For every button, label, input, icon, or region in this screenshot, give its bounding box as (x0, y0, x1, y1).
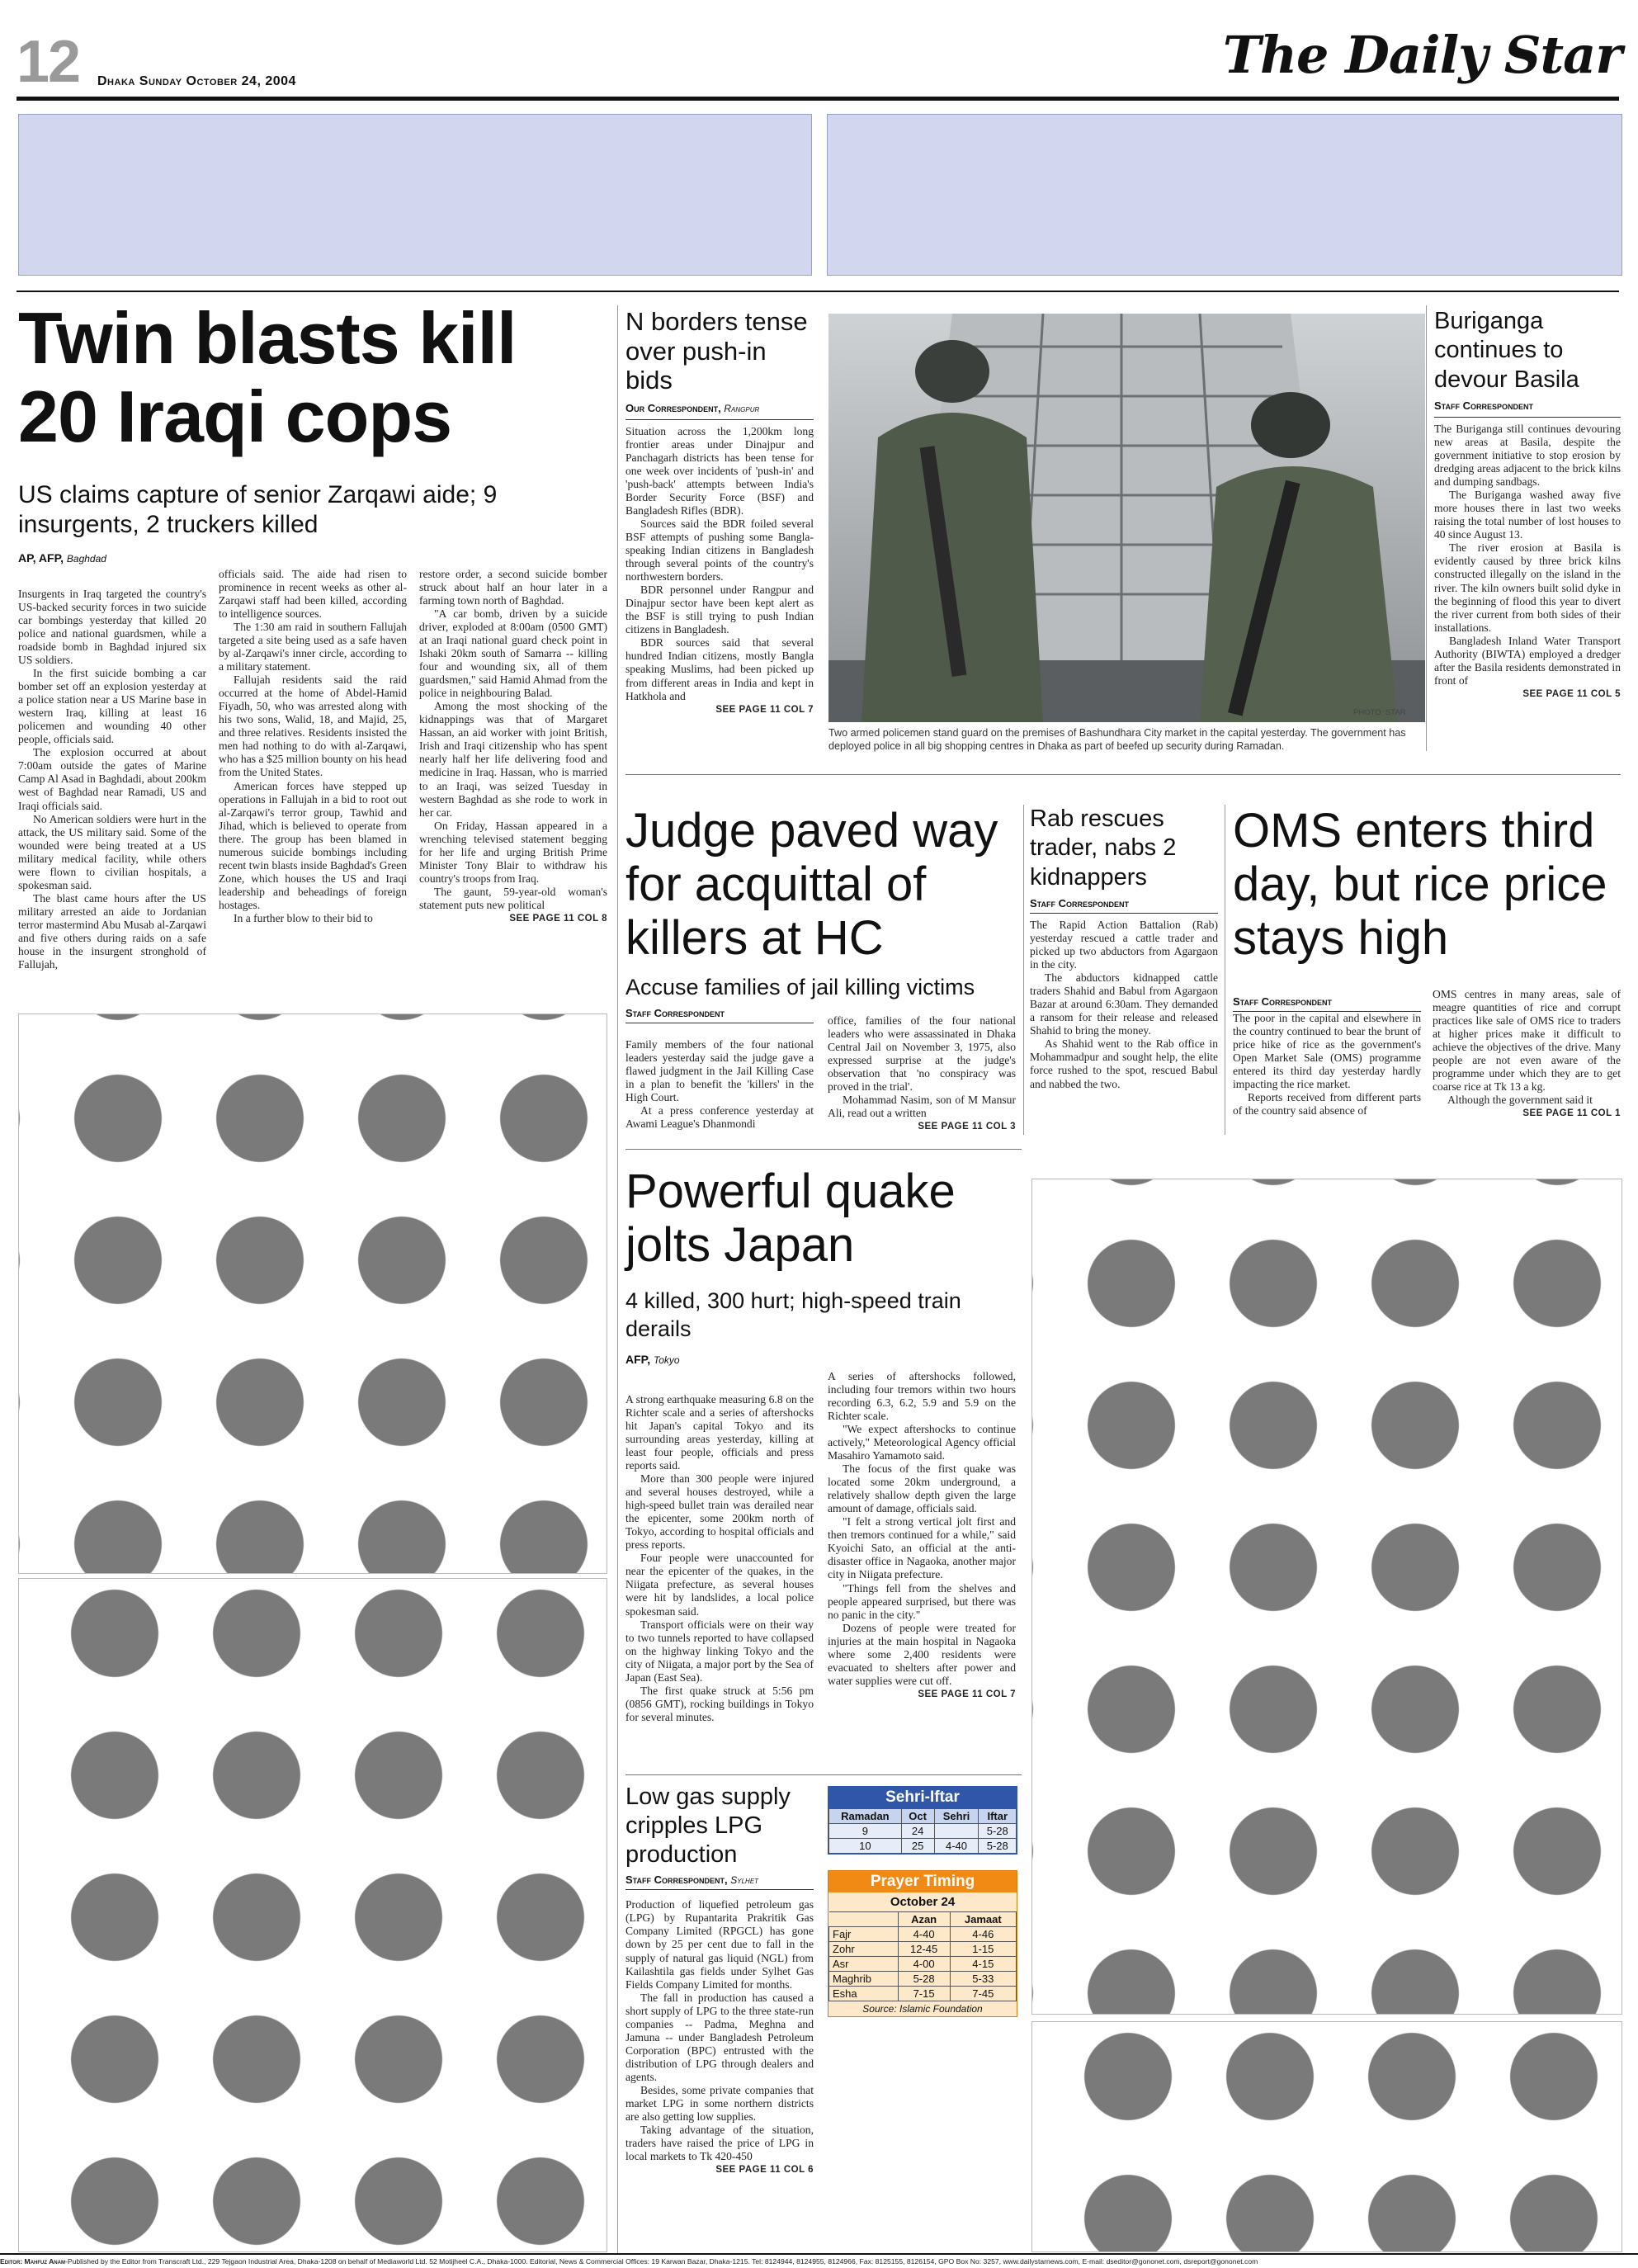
paragraph: No American soldiers were hurt in the attack, the US military said. Some of the wounded were being treated at a US military medical facility, while others were flown to civilian hospitals, a spokesman said. (18, 812, 206, 891)
lead-byline-agency: AP, AFP, (18, 551, 64, 565)
quake-byline-place: Tokyo (653, 1354, 680, 1367)
lead-continue: SEE PAGE 11 COL 8 (509, 913, 607, 924)
quake-continue: SEE PAGE 11 COL 7 (918, 1689, 1016, 1699)
gas-story (625, 1783, 814, 2176)
photo-illustration (828, 314, 1425, 722)
oms-col-2 (1433, 988, 1621, 1120)
table-cell: 4-40 (934, 1839, 979, 1854)
table-header: Iftar (979, 1809, 1017, 1824)
paragraph: American forces have stepped up operations in Fallujah in a bid to root out al-Zarqawi's terror group, Tawhid and Jihad, which is believed to operate from there. The group has been blamed in numerous suicide bombings including recent twin blasts inside Baghdad's Green Zone, which houses the US and Iraqi leadership and beheadings of foreign hostages. (219, 779, 407, 911)
prayer-timing-source: Source: Islamic Foundation (862, 2003, 983, 2015)
table-cell: 5-28 (979, 1824, 1017, 1839)
paragraph: Insurgents in Iraq targeted the country's US-backed security forces in two suicide car bombings yesterday that killed 20 police and national guardsmen, while a roadside bomb in Baghdad injured six US soldiers. (18, 588, 206, 667)
paragraph: As Shahid went to the Rab office in Mohammadpur and sought help, the elite force rushed to the spot, rescued Babul and nabbed the two. (1030, 1037, 1218, 1090)
paragraph: The poor in the capital and elsewhere in the country continued to bear the brunt of price hike of rice as the government's Open Market Sale (OMS) programme entered its third day yesterday hardly impacting the rice market. (1233, 1012, 1421, 1091)
table-cell: 5-28 (979, 1839, 1017, 1854)
lead-byline (18, 551, 606, 565)
judge-subhead: Accuse families of jail killing victims (625, 974, 975, 999)
gas-byline-name: Staff Correspondent, (625, 1873, 728, 1887)
table-cell: 24 (901, 1824, 934, 1839)
buriganga-story (1434, 307, 1621, 700)
lead-col-1 (18, 588, 206, 971)
borders-byline (625, 402, 814, 414)
borders-story (625, 307, 814, 716)
ad-slot-left (18, 114, 812, 276)
paragraph: "I felt a strong vertical jolt first and then tremors continued for a while," said Kyoichi Sato, an official at the anti-disaster office in Nagaoka, another major city in Niigata prefecture. (828, 1515, 1016, 1581)
prayer-timing-title: Prayer Timing (828, 1871, 1017, 1892)
table-cell: 12-45 (898, 1942, 950, 1957)
quake-col-1 (625, 1393, 814, 1724)
header-rule (17, 97, 1619, 101)
table-header: Sehri (934, 1809, 979, 1824)
paragraph: BDR personnel under Rangpur and Dinajpur sector have been kept alert as the BSF is still trying to push Indian citizens in Bangladesh. (625, 584, 814, 636)
paragraph: On Friday, Hassan appeared in a wrenching televised statement begging for her life and urging British Prime Minister Tony Blair to withdraw his country's troops from Iraq. (419, 819, 607, 885)
paragraph: The Buriganga still continues devouring new areas at Basila, despite the government initiative to stop erosion by dredging areas adjacent to the brick kilns and dumping sandbags. (1434, 423, 1621, 489)
table-cell: 4-46 (950, 1927, 1016, 1942)
table-header: Azan (898, 1912, 950, 1927)
page-number: 12 (17, 29, 80, 95)
paragraph: In the first suicide bombing a car bomber set off an explosion yesterday at a police station near a US Marine base in western Iraq, killing at least 16 policemen and wounding 40 other people, officials said. (18, 667, 206, 746)
paragraph: officials said. The aide had risen to prominence in recent weeks as other al-Zarqawi staff had been killed, according to intelligence sources. (219, 568, 407, 621)
oms-byline: Staff Correspondent (1233, 995, 1421, 1012)
table-cell: Maghrib (829, 1972, 899, 1987)
column-divider (1426, 305, 1427, 751)
paragraph: Among the most shocking of the kidnappings was that of Margaret Hassan, an aid worker with joint British, Irish and Iraqi citizenship who has spent nearly half her life delivering food and medicine in Iraq. Hassan, who is married to an Iraqi, was seized Tuesday in western Baghdad as she rode to work in her car. (419, 700, 607, 819)
photo-credit: PHOTO: STAR (1353, 708, 1406, 717)
paragraph: In a further blow to their bid to (234, 911, 373, 924)
prayer-timing-date: October 24 (890, 1895, 956, 1909)
oms-headline: OMS enters third day, but rice price stays high (1233, 804, 1607, 965)
table-header: Oct (901, 1809, 934, 1824)
paragraph: "Things fell from the shelves and people appeared surprised, but there was no panic in the city." (828, 1581, 1016, 1621)
gas-continue: SEE PAGE 11 COL 6 (715, 2165, 814, 2176)
paragraph: Fallujah residents said the raid occurred at the home of Abdel-Hamid Fiyadh, 50, who was arrested along with his two sons, Walid, 18, and Majid, 25, and three relatives. Residents insisted the men had nothing to do with al-Zarqawi, who has a $25 million bounty on his head from the United States. (219, 673, 407, 779)
table-header: Ramadan (829, 1809, 902, 1824)
gas-byline (625, 1873, 814, 1890)
judge-headline: Judge paved way for acquittal of killers at HC (625, 804, 998, 965)
paragraph: BDR sources said that several hundred Indian citizens, mostly Bangla speaking Muslims, had been picked up from different areas in India and kept in Hatkhola and (625, 636, 814, 702)
quake-col-2 (828, 1370, 1016, 1700)
buriganga-headline: Buriganga continues to devour Basila (1434, 308, 1579, 393)
sehri-iftar-title: Sehri-Iftar (828, 1787, 1017, 1808)
table-cell: Zohr (829, 1942, 899, 1957)
table-cell: 9 (829, 1824, 902, 1839)
paragraph: Production of liquefied petroleum gas (LPG) by Rupantarita Prakritik Gas Company Limited (RPGCL) has gone down by 25 per cent due to fall in the supply of natural gas liquid (NGL) from Kailashtila gas fields under Sylhet Gas Fields Company Limited for months. (625, 1898, 814, 1991)
paragraph: Family members of the four national leaders yesterday said the judge gave a flawed judgment in the Jail Killing Case in a plan to benefit the 'killers' in the High Court. (625, 1038, 814, 1104)
paragraph: restore order, a second suicide bomber struck about half an hour later in a farming town north of Baghdad. (419, 568, 607, 607)
dateline-date: Sunday October 24, 2004 (139, 74, 296, 88)
table-cell: 5-28 (898, 1972, 950, 1987)
paragraph: Besides, some private companies that market LPG in some northern districts are also getting low supplies. (625, 2083, 814, 2123)
quake-byline-agency: AFP, (625, 1353, 651, 1367)
section-rule (625, 774, 1621, 775)
dateline (97, 74, 296, 89)
ad-placeholder-left-top (18, 1014, 607, 1574)
paragraph: A strong earthquake measuring 6.8 on the Richter scale and a series of aftershocks hit Japan's capital Tokyo and its surrounding areas yesterday, killing at least four people, officials and press reports said. (625, 1393, 814, 1472)
prayer-timing-table (828, 1911, 1017, 2001)
table-cell: Esha (829, 1987, 899, 2001)
table-cell: Fajr (829, 1927, 899, 1942)
paragraph: The Rapid Action Battalion (Rab) yesterday rescued a cattle trader and picked up two abductors from Agargaon in the city. (1030, 919, 1218, 971)
footer-imprint-text: -Published by the Editor from Transcraft Ltd., 229 Tejgaon Industrial Area, Dhaka-1208 on behalf of Mediaworld Ltd. 52 Motijheel C.A., Dhaka-1000. Editorial, News & Commercial Offices: 19 Karwan Bazar, Dhaka-1215. Tel: 8124944, 8124955, 8124966, Fax: 8125155, 8126154, GPO Box No: 3257, www.dailystarnews.com, E-mail: dseditor@gononet.com, dsreport@gononet.com (64, 2257, 1258, 2266)
paragraph: Four people were unaccounted for near the epicenter of the quakes, in the Niigata prefecture, as several houses were hit by landslides, a local police spokesman said. (625, 1552, 814, 1618)
rab-byline: Staff Correspondent (1030, 897, 1218, 914)
table-cell: 1-15 (950, 1942, 1016, 1957)
rab-headline: Rab rescues trader, nabs 2 kidnappers (1030, 806, 1177, 891)
paragraph: Transport officials were on their way to two tunnels reported to have collapsed on the highway linking Tokyo and the city of Niigata, a major port by the Sea of Japan (East Sea). (625, 1618, 814, 1684)
footer-imprint (0, 2257, 1638, 2266)
paragraph: The Buriganga washed away five more houses there in last two weeks raising the total number of lost houses to 40 since August 13. (1434, 489, 1621, 541)
paragraph: The abductors kidnapped cattle traders Shahid and Babul from Agargaon Bazar at around 6:30am. They demanded a ransom for their release and released Shahid to bring the money. (1030, 971, 1218, 1037)
table-cell: 4-40 (898, 1927, 950, 1942)
table-cell: 4-00 (898, 1957, 950, 1972)
table-cell: 5-33 (950, 1972, 1016, 1987)
paragraph: The river erosion at Basila is evidently caused by three brick kilns constructed illegally on the island in the river. The kiln owners built solid dyke in the beginning of flood this year to divert the river current from both sides of their installations. (1434, 541, 1621, 634)
column-divider (617, 305, 618, 2253)
oms-col-1 (1233, 1012, 1421, 1117)
paragraph: Dozens of people were treated for injuries at the main hospital in Nagaoka where some 2,400 residents were evacuated to shelters after power and water supplies were cut off. (828, 1621, 1016, 1687)
gas-headline: Low gas supply cripples LPG production (625, 1784, 791, 1868)
lead-headline: Twin blasts kill 20 Iraqi cops (18, 297, 517, 458)
paragraph: At a press conference yesterday at Awami League's Dhanmondi (625, 1104, 814, 1131)
paragraph: OMS centres in many areas, sale of meagre quantities of rice and corrupt practices like sale of OMS rice to traders at higher prices make it difficult to achieve the objectives of the drive. Many people are not even aware of the programme under which they are to get coarse rice at Tk 13 a kg. (1433, 988, 1621, 1094)
buriganga-byline: Staff Correspondent (1434, 399, 1534, 413)
ad-slot-right (827, 114, 1622, 276)
dateline-city: Dhaka (97, 74, 135, 88)
borders-body (625, 419, 814, 716)
judge-continue: SEE PAGE 11 COL 3 (918, 1122, 1016, 1132)
paragraph: The blast came hours after the US military arrested an aide to Jordanian terror mastermind Abu Musab al-Zarqawi and five others during raids on a safe house in the insurgent stronghold of Fallujah, (18, 891, 206, 971)
paragraph: Bangladesh Inland Water Transport Authority (BIWTA) employed a dredger after the Basila residents demonstrated in front of (1434, 634, 1621, 687)
masthead: The Daily Star (1222, 25, 1621, 85)
lead-byline-place: Baghdad (66, 553, 106, 565)
section-rule (625, 1149, 1022, 1150)
paragraph: "We expect aftershocks to continue actively," Meteorological Agency official Masahiro Yamamoto said. (828, 1423, 1016, 1462)
quake-byline (625, 1353, 1018, 1366)
paragraph: The explosion occurred at about 7:00am outside the gates of Marine Camp Al Asad in Baghdadi, about 200km west of Baghdad near Ramadi, US and Iraqi officials said. (18, 746, 206, 812)
borders-byline-place: Rangpur (724, 402, 760, 414)
paragraph: Although the government said it (1447, 1094, 1593, 1107)
paragraph: Taking advantage of the situation, traders have raised the price of LPG in local markets to Tk 420-450 (625, 2123, 814, 2162)
buriganga-body (1434, 417, 1621, 700)
paragraph: Situation across the 1,200km long frontier areas under Dinajpur and Panchagarh districts has been tense for one week over incidents of 'push-in' and 'push-back' attempts between India's Border Security Force (BSF) and Bangladesh Rifles (BDR). (625, 424, 814, 517)
table-cell: 7-45 (950, 1987, 1016, 2001)
judge-col-2 (828, 1014, 1016, 1133)
judge-byline: Staff Correspondent (625, 1007, 814, 1023)
lead-subhead: US claims capture of senior Zarqawi aide; 9 insurgents, 2 truckers killed (18, 481, 498, 539)
paragraph: Sources said the BDR foiled several BSF attempts of pushing some Bangla-speaking Indian citizens in Bangladesh through several points of the country's northwestern borders. (625, 517, 814, 584)
rab-body (1030, 919, 1218, 1090)
judge-story (625, 805, 1018, 1028)
gas-byline-place: Sylhet (730, 1874, 759, 1887)
table-header (829, 1912, 899, 1927)
paragraph: office, families of the four national leaders who were assassinated in Dhaka Central Jail on November 3, 1975, also expressed surprise at the judge's observation that 'no conspiracy was proved in the trial'. (828, 1014, 1016, 1094)
lead-col-3 (419, 568, 607, 924)
lead-col-2 (219, 568, 407, 925)
buriganga-continue: SEE PAGE 11 COL 5 (1522, 688, 1621, 699)
borders-continue: SEE PAGE 11 COL 7 (715, 704, 814, 715)
ad-placeholder-right (1031, 1179, 1622, 2015)
table-cell: Asr (829, 1957, 899, 1972)
borders-headline: N borders tense over push-in bids (625, 307, 808, 395)
sehri-iftar-table (828, 1808, 1017, 1854)
paragraph: The focus of the first quake was located some 20km underground, a relatively shallow depth given the large amount of damage, officials said. (828, 1462, 1016, 1515)
section-rule (625, 1774, 1022, 1775)
quake-subhead: 4 killed, 300 hurt; high-speed train derails (625, 1288, 961, 1341)
sehri-iftar-box (828, 1786, 1017, 1855)
quake-story (625, 1165, 1018, 1371)
oms-story (1233, 805, 1621, 1017)
oms-continue: SEE PAGE 11 COL 1 (1522, 1108, 1621, 1119)
table-cell (934, 1824, 979, 1839)
borders-byline-name: Our Correspondent, (625, 401, 721, 414)
paragraph: A series of aftershocks followed, including four tremors within two hours recording 6.3, 6.2, 5.9 and 5.9 on the Richter scale. (828, 1370, 1016, 1423)
rab-story (1030, 805, 1218, 1091)
paragraph: The fall in production has caused a short supply of LPG to the three state-run companies -- Padma, Meghna and Jamuna -- under Bangladesh Petroleum Corporation (BPC) entrusted with the distribution of LPG through dealers and agents. (625, 1991, 814, 2083)
paragraph: Mohammad Nasim, son of M Mansur Ali, read out a written (828, 1094, 1016, 1120)
paragraph: The first quake struck at 5:56 pm (0856 GMT), rocking buildings in Tokyo for several minutes. (625, 1684, 814, 1723)
news-photo (828, 314, 1425, 722)
ad-rule (17, 291, 1619, 292)
paragraph: "A car bomb, driven by a suicide driver, exploded at 8:00am (0500 GMT) at an Iraqi national guard check point in Ishaki 20km south of Samarra -- killing four and wounding six, all of them guardsmen," said Hamid Ahmad from the police in neighbouring Balad. (419, 607, 607, 700)
column-divider (1023, 805, 1024, 1135)
paragraph: The 1:30 am raid in southern Fallujah targeted a site being used as a safe haven by al-Zarqawi's inner circle, according to a military statement. (219, 621, 407, 673)
table-cell: 25 (901, 1839, 934, 1854)
prayer-timing-box (828, 1870, 1017, 2017)
footer-editor: Editor: Mahfuz Anam (0, 2257, 65, 2266)
table-cell: 4-15 (950, 1957, 1016, 1972)
table-cell: 10 (829, 1839, 902, 1854)
table-cell: 7-15 (898, 1987, 950, 2001)
ad-placeholder-left-bottom (18, 1578, 607, 2252)
gas-body (625, 1895, 814, 2176)
footer-rule (0, 2253, 1638, 2255)
ad-placeholder-right-bottom (1031, 2021, 1622, 2252)
photo-caption: Two armed policemen stand guard on the premises of Bashundhara City market in the capital yesterday. The government has deployed police in all big shopping centres in Dhaka as part of beefed up security during Ramadan. (828, 727, 1406, 753)
quake-headline: Powerful quake jolts Japan (625, 1165, 956, 1272)
paragraph: Reports received from different parts of the country said absence of (1233, 1091, 1421, 1117)
paragraph: More than 300 people were injured and several houses destroyed, while a high-speed bullet train was derailed near the epicenter, some 200km north of Tokyo, according to hospital officials and press reports. (625, 1472, 814, 1552)
judge-col-1 (625, 1038, 814, 1131)
table-header: Jamaat (950, 1912, 1016, 1927)
paragraph: The gaunt, 59-year-old woman's statement puts new political (419, 885, 607, 911)
